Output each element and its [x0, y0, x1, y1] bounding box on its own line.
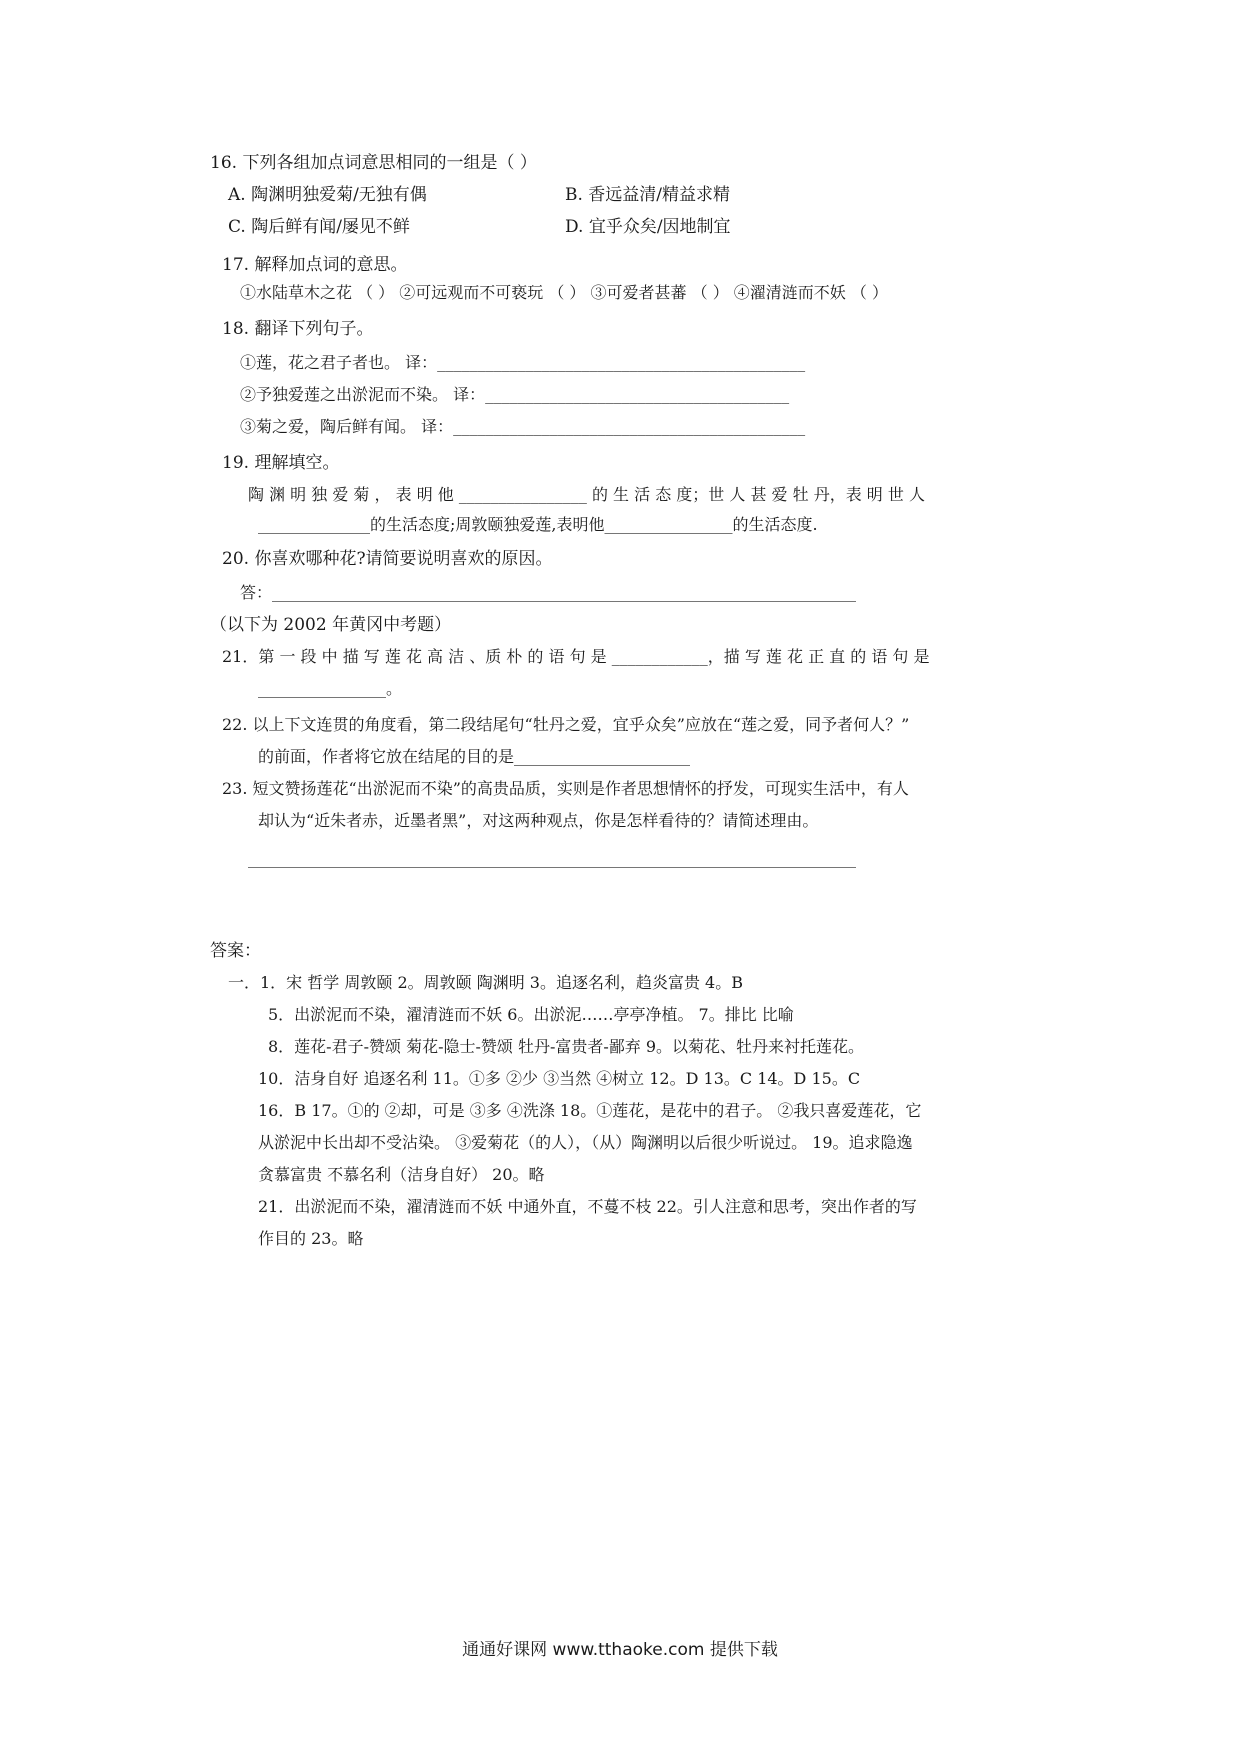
answer-line: 贪慕富贵 不慕名利（洁身自好） 20。略	[258, 1165, 545, 1184]
answer-line: 作目的 23。略	[258, 1229, 364, 1248]
q23-line-2: 却认为“近朱者赤，近墨者黑”，对这两种观点，你是怎样看待的？请简述理由。	[258, 811, 819, 830]
q19-stem: 19. 理解填空。	[222, 453, 340, 473]
q16-options-row1	[228, 184, 928, 206]
section-note: （以下为 2002 年黄冈中考题）	[210, 615, 452, 635]
q16-option-b: B. 香远益清/精益求精	[565, 185, 731, 205]
q16-option-a: A. 陶渊明独爱菊/无独有偶	[228, 185, 427, 205]
q20-answer-line: 答：_________________________________________________________________________	[240, 583, 857, 602]
q21-line-2: ________________。	[258, 679, 403, 698]
answer-line: 16．B 17。①的 ②却，可是 ③多 ④洗涤 18。①莲花，是花中的君子。 ②我只喜爱莲花，它	[258, 1101, 922, 1120]
answer-line: 8．莲花-君子-赞颂 菊花-隐士-赞颂 牡丹-富贵者-鄙弃 9。以菊花、牡丹来衬托莲花。	[268, 1037, 865, 1056]
q23-answer-line: ____________________________________________________________________________	[248, 849, 856, 868]
q23-line-1: 23. 短文赞扬莲花“出淤泥而不染”的高贵品质，实则是作者思想情怀的抒发，可现实生活中，有人	[222, 779, 909, 798]
q20-stem: 20. 你喜欢哪种花?请简要说明喜欢的原因。	[222, 549, 553, 569]
footer-credit: 通通好课网 www.tthaoke.com 提供下载	[462, 1640, 778, 1660]
q19-line-1: 陶 渊 明 独 爱 菊 ， 表 明 他 ________________ 的 生 活 态 度；世 人 甚 爱 牡 丹，表 明 世 人	[248, 485, 925, 504]
q16-options-row2	[228, 216, 928, 238]
q18-sentence-3: ③菊之爱，陶后鲜有闻。 译：____________________________________________	[240, 417, 806, 436]
answers-title: 答案：	[210, 941, 261, 961]
answer-line: 21．出淤泥而不染，濯清涟而不妖 中通外直，不蔓不枝 22。引人注意和思考，突出作者的写	[258, 1197, 917, 1216]
q21-line-1: 21．第 一 段 中 描 写 莲 花 高 洁 、质 朴 的 语 句 是 ____________，描 写 莲 花 正 直 的 语 句 是	[222, 647, 930, 666]
q18-sentence-1: ①莲，花之君子者也。 译：______________________________________________	[240, 353, 806, 372]
q19-line-2: ______________的生活态度;周敦颐独爱莲,表明他________________的生活态度.	[258, 515, 818, 534]
q16-stem: 16. 下列各组加点词意思相同的一组是（ ）	[210, 153, 537, 173]
q17-stem: 17. 解释加点词的意思。	[222, 255, 408, 275]
q22-line-1: 22. 以上下文连贯的角度看，第二段结尾句“牡丹之爱，宜乎众矣”应放在“莲之爱，同予者何人？”	[222, 715, 910, 734]
answer-line: 一．1．宋 哲学 周敦颐 2。周敦颐 陶渊明 3。追逐名利，趋炎富贵 4。B	[228, 973, 743, 992]
q16-option-c: C. 陶后鲜有闻/屡见不鲜	[228, 217, 410, 237]
q18-stem: 18. 翻译下列句子。	[222, 319, 374, 339]
q16-option-d: D. 宜乎众矣/因地制宜	[565, 217, 731, 237]
q22-line-2: 的前面，作者将它放在结尾的目的是______________________	[258, 747, 691, 766]
answer-line: 10．洁身自好 追逐名利 11。①多 ②少 ③当然 ④树立 12。D 13。C 14。D 15。C	[258, 1069, 861, 1088]
answer-line: 5．出淤泥而不染，濯清涟而不妖 6。出淤泥……亭亭净植。 7。排比 比喻	[268, 1005, 794, 1024]
q17-items: ①水陆草木之花 （ ） ②可远观而不可亵玩 （ ） ③可爱者甚蕃 （ ） ④濯清涟而不妖 （ ）	[240, 283, 888, 302]
q18-sentence-2: ②予独爱莲之出淤泥而不染。 译：______________________________________	[240, 385, 790, 404]
answer-line: 从淤泥中长出却不受沾染。 ③爱菊花（的人），（从）陶渊明以后很少听说过。 19。追求隐逸	[258, 1133, 913, 1152]
